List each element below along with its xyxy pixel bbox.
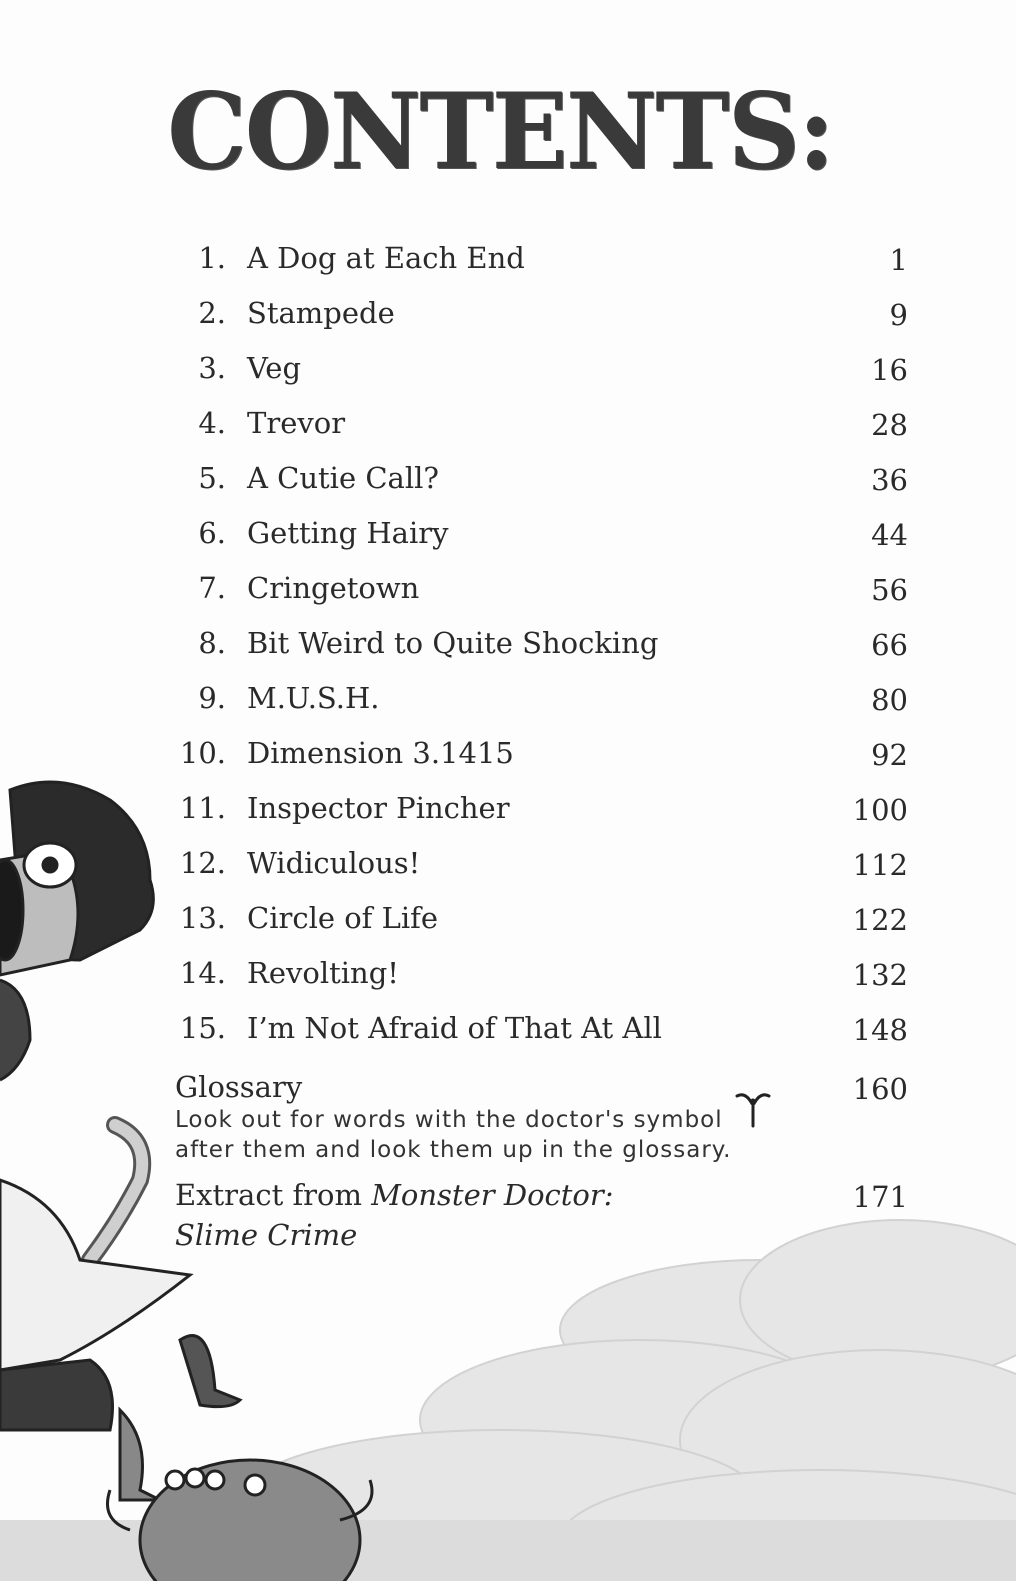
chapter-number: 11. bbox=[179, 791, 226, 825]
chapter-page: 80 bbox=[871, 683, 908, 717]
toc-row bbox=[0, 455, 1016, 510]
chapter-page: 112 bbox=[852, 848, 908, 882]
chapter-page: 100 bbox=[852, 793, 908, 827]
chapter-number: 1. bbox=[198, 241, 226, 275]
glossary-note-line: after them and look them up in the glossary. bbox=[175, 1137, 732, 1163]
chapter-title: Stampede bbox=[247, 296, 395, 330]
toc-row bbox=[0, 950, 1016, 1005]
glossary-note-line: Look out for words with the doctor's symbol bbox=[175, 1107, 723, 1133]
toc-row bbox=[0, 235, 1016, 290]
chapter-page: 148 bbox=[852, 1013, 908, 1047]
chapter-page: 9 bbox=[889, 298, 908, 332]
chapter-number: 9. bbox=[198, 681, 226, 715]
glossary-note bbox=[175, 1105, 775, 1165]
chapter-title: Dimension 3.1415 bbox=[247, 736, 514, 770]
toc-row bbox=[0, 400, 1016, 455]
toc-row bbox=[0, 785, 1016, 840]
chapter-title: A Cutie Call? bbox=[247, 461, 439, 495]
chapter-page: 36 bbox=[871, 463, 908, 497]
chapter-title: Revolting! bbox=[247, 956, 399, 990]
chapter-number: 8. bbox=[198, 626, 226, 660]
extract-book-title: Monster Doctor: bbox=[371, 1178, 614, 1212]
chapter-number: 7. bbox=[198, 571, 226, 605]
chapter-page: 16 bbox=[871, 353, 908, 387]
chapter-page: 122 bbox=[852, 903, 908, 937]
chapter-page: 132 bbox=[852, 958, 908, 992]
chapter-number: 2. bbox=[198, 296, 226, 330]
chapter-page: 1 bbox=[889, 243, 908, 277]
doctor-symbol-icon bbox=[733, 1090, 773, 1130]
chapter-title: Circle of Life bbox=[247, 901, 439, 935]
glossary-page: 160 bbox=[852, 1072, 908, 1106]
page-title: CONTENTS: bbox=[167, 69, 833, 193]
chapter-page: 66 bbox=[871, 628, 908, 662]
toc-row bbox=[0, 345, 1016, 400]
toc-row bbox=[0, 565, 1016, 620]
chapter-number: 5. bbox=[198, 461, 226, 495]
chapter-number: 3. bbox=[198, 351, 226, 385]
chapter-title: Getting Hairy bbox=[247, 516, 449, 550]
chapter-title: M.U.S.H. bbox=[247, 681, 380, 715]
contents-list bbox=[0, 235, 1016, 1060]
chapter-title: A Dog at Each End bbox=[247, 241, 525, 275]
chapter-title: Widiculous! bbox=[247, 846, 421, 880]
chapter-number: 10. bbox=[179, 736, 226, 770]
chapter-title: I’m Not Afraid of That At All bbox=[247, 1011, 662, 1045]
chapter-number: 15. bbox=[179, 1011, 226, 1045]
toc-row bbox=[0, 730, 1016, 785]
extract-page: 171 bbox=[852, 1180, 908, 1214]
chapter-title: Bit Weird to Quite Shocking bbox=[247, 626, 659, 660]
chapter-page: 44 bbox=[871, 518, 908, 552]
toc-row bbox=[0, 675, 1016, 730]
extract-line bbox=[175, 1178, 614, 1212]
toc-row bbox=[0, 290, 1016, 345]
chapter-title: Trevor bbox=[247, 406, 346, 440]
toc-row bbox=[0, 895, 1016, 950]
chapter-number: 6. bbox=[198, 516, 226, 550]
chapter-title: Veg bbox=[247, 351, 302, 385]
extract-prefix: Extract from bbox=[175, 1178, 372, 1212]
toc-row bbox=[0, 1005, 1016, 1060]
chapter-page: 92 bbox=[871, 738, 908, 772]
chapter-number: 13. bbox=[179, 901, 226, 935]
toc-row bbox=[0, 510, 1016, 565]
toc-row bbox=[0, 620, 1016, 675]
chapter-number: 14. bbox=[179, 956, 226, 990]
glossary-label: Glossary bbox=[175, 1070, 303, 1104]
chapter-number: 4. bbox=[198, 406, 226, 440]
extract-book-subtitle: Slime Crime bbox=[175, 1218, 358, 1252]
chapter-number: 12. bbox=[179, 846, 226, 880]
chapter-page: 28 bbox=[871, 408, 908, 442]
chapter-title: Cringetown bbox=[247, 571, 420, 605]
chapter-title: Inspector Pincher bbox=[247, 791, 510, 825]
toc-row bbox=[0, 840, 1016, 895]
chapter-page: 56 bbox=[871, 573, 908, 607]
